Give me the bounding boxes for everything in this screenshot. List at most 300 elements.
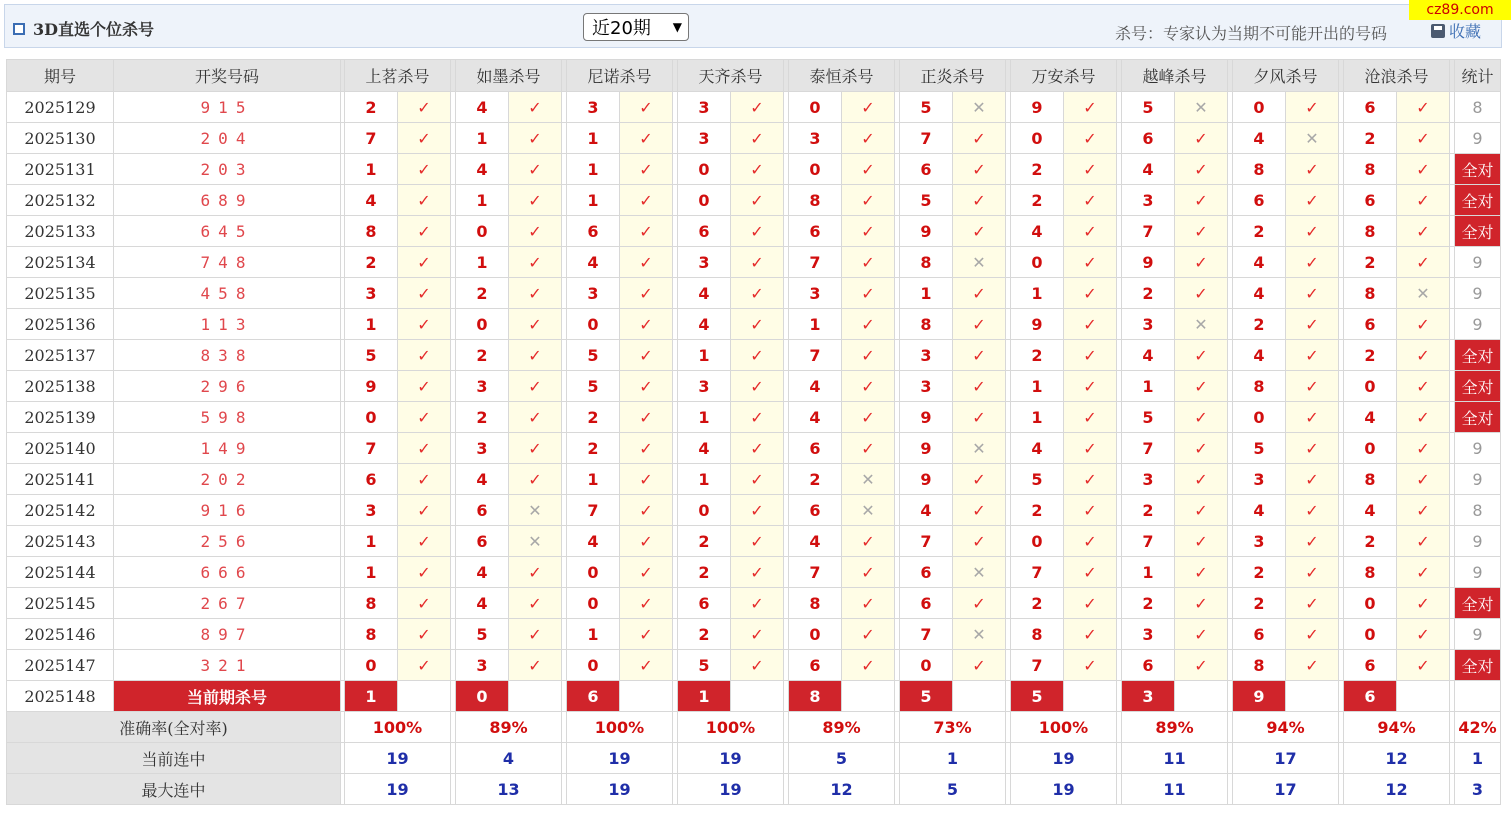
site-watermark[interactable]: cz89.com bbox=[1409, 0, 1511, 20]
check-icon: ✓ bbox=[1397, 526, 1450, 557]
check-icon: ✓ bbox=[731, 371, 784, 402]
kill-number-cell: 8 bbox=[900, 247, 953, 278]
check-icon: ✓ bbox=[1175, 619, 1228, 650]
check-icon: ✓ bbox=[509, 402, 562, 433]
kill-number-cell: 5 bbox=[1122, 92, 1175, 123]
col-header-expert: 上茗杀号 bbox=[345, 60, 451, 92]
accuracy-row bbox=[7, 712, 1501, 743]
kill-number-cell: 3 bbox=[678, 371, 731, 402]
current-streak-row-value: 11 bbox=[1122, 743, 1228, 774]
check-icon: ✓ bbox=[731, 92, 784, 123]
accuracy-row-value: 73% bbox=[900, 712, 1006, 743]
cross-icon: ✕ bbox=[953, 247, 1006, 278]
accuracy-row-value: 100% bbox=[345, 712, 451, 743]
col-header-expert: 越峰杀号 bbox=[1122, 60, 1228, 92]
check-icon: ✓ bbox=[731, 588, 784, 619]
winning-number-cell: 916 bbox=[114, 495, 341, 526]
kill-number-cell: 7 bbox=[1011, 650, 1064, 681]
period-cell: 2025146 bbox=[7, 619, 114, 650]
kill-number-cell: 2 bbox=[789, 464, 842, 495]
check-icon: ✓ bbox=[1286, 650, 1339, 681]
period-cell: 2025142 bbox=[7, 495, 114, 526]
check-icon: ✓ bbox=[1175, 588, 1228, 619]
table-row bbox=[7, 309, 1501, 340]
check-icon: ✓ bbox=[1286, 588, 1339, 619]
check-icon: ✓ bbox=[1175, 464, 1228, 495]
kill-number-cell: 4 bbox=[900, 495, 953, 526]
all-correct-badge: 全对 bbox=[1455, 185, 1501, 216]
table-row bbox=[7, 185, 1501, 216]
current-kill-number: 6 bbox=[1344, 681, 1397, 712]
kill-number-cell: 7 bbox=[1011, 557, 1064, 588]
accuracy-row-value: 89% bbox=[1122, 712, 1228, 743]
check-icon: ✓ bbox=[842, 123, 895, 154]
kill-number-cell: 0 bbox=[567, 309, 620, 340]
kill-number-cell: 2 bbox=[1122, 588, 1175, 619]
kill-number-cell: 2 bbox=[678, 619, 731, 650]
check-icon: ✓ bbox=[398, 619, 451, 650]
winning-number-cell: 202 bbox=[114, 464, 341, 495]
kill-number-cell: 4 bbox=[456, 557, 509, 588]
header-row bbox=[7, 60, 1501, 92]
kill-number-cell: 3 bbox=[678, 92, 731, 123]
kill-number-cell: 2 bbox=[1011, 340, 1064, 371]
check-icon: ✓ bbox=[731, 619, 784, 650]
check-icon: ✓ bbox=[842, 154, 895, 185]
kill-number-cell: 6 bbox=[678, 588, 731, 619]
check-icon: ✓ bbox=[509, 154, 562, 185]
check-icon: ✓ bbox=[1175, 526, 1228, 557]
check-icon: ✓ bbox=[1286, 154, 1339, 185]
col-header-expert: 天齐杀号 bbox=[678, 60, 784, 92]
stat-cell: 9 bbox=[1455, 433, 1501, 464]
check-icon: ✓ bbox=[842, 340, 895, 371]
kill-number-cell: 8 bbox=[900, 309, 953, 340]
check-icon: ✓ bbox=[1064, 588, 1117, 619]
check-icon: ✓ bbox=[842, 185, 895, 216]
kill-number-cell: 1 bbox=[678, 464, 731, 495]
current-streak-row-value: 5 bbox=[789, 743, 895, 774]
kill-number-cell: 4 bbox=[1122, 340, 1175, 371]
current-kill-number: 3 bbox=[1122, 681, 1175, 712]
check-icon: ✓ bbox=[731, 247, 784, 278]
check-icon: ✓ bbox=[842, 619, 895, 650]
check-icon: ✓ bbox=[620, 216, 673, 247]
kill-number-cell: 1 bbox=[678, 340, 731, 371]
check-icon: ✓ bbox=[398, 340, 451, 371]
kill-number-cell: 2 bbox=[1233, 557, 1286, 588]
check-icon: ✓ bbox=[842, 526, 895, 557]
stat-cell: 9 bbox=[1455, 619, 1501, 650]
check-icon: ✓ bbox=[398, 495, 451, 526]
check-icon: ✓ bbox=[953, 340, 1006, 371]
current-streak-row-value: 4 bbox=[456, 743, 562, 774]
winning-number-cell: 321 bbox=[114, 650, 341, 681]
kill-number-cell: 0 bbox=[1233, 92, 1286, 123]
current-streak-row-value: 17 bbox=[1233, 743, 1339, 774]
kill-number-cell: 2 bbox=[345, 247, 398, 278]
kill-number-cell: 4 bbox=[456, 588, 509, 619]
empty-cell bbox=[509, 681, 562, 712]
check-icon: ✓ bbox=[842, 402, 895, 433]
kill-number-cell: 1 bbox=[1011, 402, 1064, 433]
period-select[interactable] bbox=[583, 13, 689, 41]
current-streak-row bbox=[7, 743, 1501, 774]
check-icon: ✓ bbox=[398, 278, 451, 309]
winning-number-cell: 666 bbox=[114, 557, 341, 588]
table-row bbox=[7, 123, 1501, 154]
check-icon: ✓ bbox=[398, 402, 451, 433]
kill-number-cell: 6 bbox=[1344, 309, 1397, 340]
check-icon: ✓ bbox=[620, 154, 673, 185]
check-icon: ✓ bbox=[620, 464, 673, 495]
check-icon: ✓ bbox=[620, 557, 673, 588]
kill-number-cell: 1 bbox=[345, 526, 398, 557]
kill-number-cell: 0 bbox=[345, 650, 398, 681]
check-icon: ✓ bbox=[842, 278, 895, 309]
table-row bbox=[7, 371, 1501, 402]
all-correct-badge: 全对 bbox=[1455, 588, 1501, 619]
accuracy-row-stat: 42% bbox=[1455, 712, 1501, 743]
kill-number-cell: 8 bbox=[1233, 154, 1286, 185]
kill-number-cell: 0 bbox=[1344, 371, 1397, 402]
check-icon: ✓ bbox=[1175, 247, 1228, 278]
stat-cell: 8 bbox=[1455, 495, 1501, 526]
check-icon: ✓ bbox=[953, 309, 1006, 340]
max-streak-row-value: 13 bbox=[456, 774, 562, 805]
kill-number-cell: 3 bbox=[345, 495, 398, 526]
check-icon: ✓ bbox=[953, 371, 1006, 402]
check-icon: ✓ bbox=[1175, 154, 1228, 185]
check-icon: ✓ bbox=[620, 433, 673, 464]
check-icon: ✓ bbox=[1175, 216, 1228, 247]
stat-cell: 9 bbox=[1455, 278, 1501, 309]
check-icon: ✓ bbox=[1397, 216, 1450, 247]
stat-cell: 8 bbox=[1455, 92, 1501, 123]
kill-number-cell: 3 bbox=[456, 371, 509, 402]
kill-number-cell: 4 bbox=[678, 433, 731, 464]
period-cell: 2025144 bbox=[7, 557, 114, 588]
top-bar bbox=[4, 4, 1502, 48]
chevron-down-icon: ▼ bbox=[672, 20, 682, 34]
kill-number-cell: 2 bbox=[1233, 216, 1286, 247]
kill-number-cell: 9 bbox=[1011, 309, 1064, 340]
cross-icon: ✕ bbox=[1175, 92, 1228, 123]
check-icon: ✓ bbox=[398, 464, 451, 495]
stat-cell: 9 bbox=[1455, 526, 1501, 557]
table-row bbox=[7, 340, 1501, 371]
check-icon: ✓ bbox=[842, 92, 895, 123]
kill-number-cell: 7 bbox=[900, 526, 953, 557]
check-icon: ✓ bbox=[398, 650, 451, 681]
max-streak-row-value: 11 bbox=[1122, 774, 1228, 805]
check-icon: ✓ bbox=[731, 309, 784, 340]
max-streak-row-value: 12 bbox=[789, 774, 895, 805]
check-icon: ✓ bbox=[953, 402, 1006, 433]
check-icon: ✓ bbox=[509, 619, 562, 650]
max-streak-row-value: 17 bbox=[1233, 774, 1339, 805]
check-icon: ✓ bbox=[953, 650, 1006, 681]
check-icon: ✓ bbox=[1064, 650, 1117, 681]
col-header-stat: 统计 bbox=[1455, 60, 1501, 92]
cross-icon: ✕ bbox=[1175, 309, 1228, 340]
check-icon: ✓ bbox=[509, 185, 562, 216]
cross-icon: ✕ bbox=[953, 433, 1006, 464]
kill-number-cell: 1 bbox=[1011, 371, 1064, 402]
kill-number-cell: 9 bbox=[1011, 92, 1064, 123]
kill-number-cell: 8 bbox=[1344, 216, 1397, 247]
kill-number-cell: 9 bbox=[900, 216, 953, 247]
check-icon: ✓ bbox=[953, 216, 1006, 247]
kill-number-cell: 6 bbox=[456, 526, 509, 557]
max-streak-row-value: 5 bbox=[900, 774, 1006, 805]
check-icon: ✓ bbox=[509, 650, 562, 681]
check-icon: ✓ bbox=[1286, 247, 1339, 278]
check-icon: ✓ bbox=[1064, 495, 1117, 526]
check-icon: ✓ bbox=[731, 557, 784, 588]
table-row bbox=[7, 650, 1501, 681]
check-icon: ✓ bbox=[1064, 185, 1117, 216]
table-row bbox=[7, 619, 1501, 650]
check-icon: ✓ bbox=[1286, 278, 1339, 309]
table-row bbox=[7, 154, 1501, 185]
col-header-expert: 如墨杀号 bbox=[456, 60, 562, 92]
period-cell: 2025135 bbox=[7, 278, 114, 309]
check-icon: ✓ bbox=[731, 340, 784, 371]
accuracy-row-value: 100% bbox=[1011, 712, 1117, 743]
max-streak-row-value: 19 bbox=[345, 774, 451, 805]
check-icon: ✓ bbox=[1175, 557, 1228, 588]
current-streak-row-stat: 1 bbox=[1455, 743, 1501, 774]
check-icon: ✓ bbox=[509, 278, 562, 309]
max-streak-row-value: 19 bbox=[678, 774, 784, 805]
check-icon: ✓ bbox=[1175, 123, 1228, 154]
check-icon: ✓ bbox=[1397, 371, 1450, 402]
check-icon: ✓ bbox=[1064, 247, 1117, 278]
kill-number-cell: 0 bbox=[789, 92, 842, 123]
current-streak-row-value: 19 bbox=[1011, 743, 1117, 774]
check-icon: ✓ bbox=[398, 185, 451, 216]
kill-number-cell: 6 bbox=[1344, 92, 1397, 123]
kill-number-cell: 7 bbox=[900, 123, 953, 154]
check-icon: ✓ bbox=[1175, 371, 1228, 402]
kill-number-cell: 3 bbox=[345, 278, 398, 309]
check-icon: ✓ bbox=[1064, 402, 1117, 433]
max-streak-row-value: 19 bbox=[1011, 774, 1117, 805]
current-kill-label: 当前期杀号 bbox=[114, 681, 341, 712]
winning-number-cell: 458 bbox=[114, 278, 341, 309]
page-title bbox=[13, 17, 154, 40]
check-icon: ✓ bbox=[953, 588, 1006, 619]
check-icon: ✓ bbox=[509, 247, 562, 278]
kill-number-cell: 6 bbox=[789, 650, 842, 681]
check-icon: ✓ bbox=[398, 309, 451, 340]
table-row bbox=[7, 216, 1501, 247]
kill-number-cell: 2 bbox=[345, 92, 398, 123]
table-row bbox=[7, 495, 1501, 526]
check-icon: ✓ bbox=[1064, 123, 1117, 154]
check-icon: ✓ bbox=[731, 433, 784, 464]
kill-number-cell: 8 bbox=[1011, 619, 1064, 650]
kill-number-cell: 3 bbox=[900, 371, 953, 402]
check-icon: ✓ bbox=[1397, 185, 1450, 216]
table-row bbox=[7, 557, 1501, 588]
table-row bbox=[7, 278, 1501, 309]
kill-number-cell: 0 bbox=[1344, 588, 1397, 619]
cross-icon: ✕ bbox=[842, 495, 895, 526]
check-icon: ✓ bbox=[842, 588, 895, 619]
period-cell: 2025129 bbox=[7, 92, 114, 123]
winning-number-cell: 645 bbox=[114, 216, 341, 247]
table-row bbox=[7, 92, 1501, 123]
period-cell: 2025148 bbox=[7, 681, 114, 712]
check-icon: ✓ bbox=[953, 123, 1006, 154]
col-header-expert: 泰恒杀号 bbox=[789, 60, 895, 92]
kill-number-cell: 9 bbox=[345, 371, 398, 402]
check-icon: ✓ bbox=[731, 185, 784, 216]
kill-number-cell: 2 bbox=[1011, 185, 1064, 216]
check-icon: ✓ bbox=[620, 340, 673, 371]
kill-number-cell: 0 bbox=[789, 619, 842, 650]
period-cell: 2025136 bbox=[7, 309, 114, 340]
check-icon: ✓ bbox=[1175, 650, 1228, 681]
kill-number-cell: 8 bbox=[1233, 371, 1286, 402]
kill-number-cell: 5 bbox=[678, 650, 731, 681]
kill-number-cell: 2 bbox=[1011, 495, 1064, 526]
check-icon: ✓ bbox=[398, 216, 451, 247]
empty-cell bbox=[1397, 681, 1450, 712]
check-icon: ✓ bbox=[398, 154, 451, 185]
kill-number-cell: 6 bbox=[1344, 650, 1397, 681]
check-icon: ✓ bbox=[731, 216, 784, 247]
check-icon: ✓ bbox=[620, 247, 673, 278]
check-icon: ✓ bbox=[509, 557, 562, 588]
current-streak-row-value: 19 bbox=[678, 743, 784, 774]
period-cell: 2025131 bbox=[7, 154, 114, 185]
cross-icon: ✕ bbox=[1286, 123, 1339, 154]
kill-number-cell: 4 bbox=[456, 154, 509, 185]
kill-number-cell: 1 bbox=[456, 247, 509, 278]
kill-number-cell: 6 bbox=[900, 154, 953, 185]
kill-number-cell: 1 bbox=[567, 464, 620, 495]
col-header-expert: 万安杀号 bbox=[1011, 60, 1117, 92]
kill-number-cell: 8 bbox=[345, 588, 398, 619]
kill-number-cell: 3 bbox=[456, 650, 509, 681]
kill-number-cell: 7 bbox=[789, 247, 842, 278]
check-icon: ✓ bbox=[620, 619, 673, 650]
winning-number-cell: 203 bbox=[114, 154, 341, 185]
accuracy-row-value: 100% bbox=[678, 712, 784, 743]
check-icon: ✓ bbox=[1286, 309, 1339, 340]
winning-number-cell: 915 bbox=[114, 92, 341, 123]
period-cell: 2025140 bbox=[7, 433, 114, 464]
col-header-period: 期号 bbox=[7, 60, 114, 92]
period-select-value: 近20期 bbox=[592, 18, 651, 39]
accuracy-row-label: 准确率(全对率) bbox=[7, 712, 341, 743]
kill-number-cell: 8 bbox=[345, 216, 398, 247]
check-icon: ✓ bbox=[953, 278, 1006, 309]
kill-number-cell: 5 bbox=[1122, 402, 1175, 433]
check-icon: ✓ bbox=[1286, 185, 1339, 216]
kill-number-cell: 4 bbox=[1011, 216, 1064, 247]
kill-number-cell: 2 bbox=[1233, 588, 1286, 619]
check-icon: ✓ bbox=[842, 309, 895, 340]
check-icon: ✓ bbox=[953, 464, 1006, 495]
kill-number-cell: 8 bbox=[1344, 278, 1397, 309]
kill-number-cell: 0 bbox=[567, 650, 620, 681]
kill-number-cell: 3 bbox=[1122, 185, 1175, 216]
check-icon: ✓ bbox=[731, 650, 784, 681]
check-icon: ✓ bbox=[842, 371, 895, 402]
check-icon: ✓ bbox=[398, 433, 451, 464]
current-streak-row-value: 1 bbox=[900, 743, 1006, 774]
all-correct-badge: 全对 bbox=[1455, 216, 1501, 247]
check-icon: ✓ bbox=[620, 309, 673, 340]
kill-number-cell: 4 bbox=[789, 371, 842, 402]
period-cell: 2025133 bbox=[7, 216, 114, 247]
table-row bbox=[7, 247, 1501, 278]
cross-icon: ✕ bbox=[842, 464, 895, 495]
check-icon: ✓ bbox=[1175, 433, 1228, 464]
check-icon: ✓ bbox=[953, 526, 1006, 557]
check-icon: ✓ bbox=[1064, 557, 1117, 588]
kill-number-cell: 0 bbox=[1011, 123, 1064, 154]
kill-number-cell: 8 bbox=[1233, 650, 1286, 681]
check-icon: ✓ bbox=[1397, 247, 1450, 278]
check-icon: ✓ bbox=[1397, 650, 1450, 681]
check-icon: ✓ bbox=[1397, 464, 1450, 495]
check-icon: ✓ bbox=[1397, 340, 1450, 371]
kill-number-cell: 3 bbox=[900, 340, 953, 371]
kill-number-cell: 2 bbox=[456, 340, 509, 371]
table-row bbox=[7, 402, 1501, 433]
winning-number-cell: 204 bbox=[114, 123, 341, 154]
check-icon: ✓ bbox=[842, 433, 895, 464]
check-icon: ✓ bbox=[620, 185, 673, 216]
check-icon: ✓ bbox=[398, 247, 451, 278]
kill-number-cell: 2 bbox=[456, 278, 509, 309]
check-icon: ✓ bbox=[1286, 619, 1339, 650]
kill-number-cell: 1 bbox=[345, 154, 398, 185]
cross-icon: ✕ bbox=[953, 619, 1006, 650]
kill-number-cell: 0 bbox=[900, 650, 953, 681]
kill-number-cell: 6 bbox=[1233, 619, 1286, 650]
kill-number-cell: 0 bbox=[456, 309, 509, 340]
check-icon: ✓ bbox=[398, 557, 451, 588]
check-icon: ✓ bbox=[1286, 340, 1339, 371]
kill-number-cell: 6 bbox=[1344, 185, 1397, 216]
winning-number-cell: 267 bbox=[114, 588, 341, 619]
kill-number-cell: 4 bbox=[567, 526, 620, 557]
favorite-link[interactable] bbox=[1431, 19, 1481, 42]
kill-number-cell: 3 bbox=[567, 92, 620, 123]
winning-number-cell: 897 bbox=[114, 619, 341, 650]
table-row bbox=[7, 464, 1501, 495]
kill-number-cell: 1 bbox=[345, 309, 398, 340]
check-icon: ✓ bbox=[731, 123, 784, 154]
kill-number-cell: 1 bbox=[567, 619, 620, 650]
kill-number-cell: 4 bbox=[1344, 495, 1397, 526]
check-icon: ✓ bbox=[1286, 495, 1339, 526]
kill-number-cell: 6 bbox=[1122, 650, 1175, 681]
check-icon: ✓ bbox=[1397, 619, 1450, 650]
kill-number-cell: 3 bbox=[789, 278, 842, 309]
kill-number-cell: 0 bbox=[1011, 526, 1064, 557]
current-kill-number: 6 bbox=[567, 681, 620, 712]
kill-number-cell: 1 bbox=[456, 123, 509, 154]
save-disk-icon bbox=[1431, 24, 1445, 38]
kill-number-cell: 5 bbox=[567, 371, 620, 402]
